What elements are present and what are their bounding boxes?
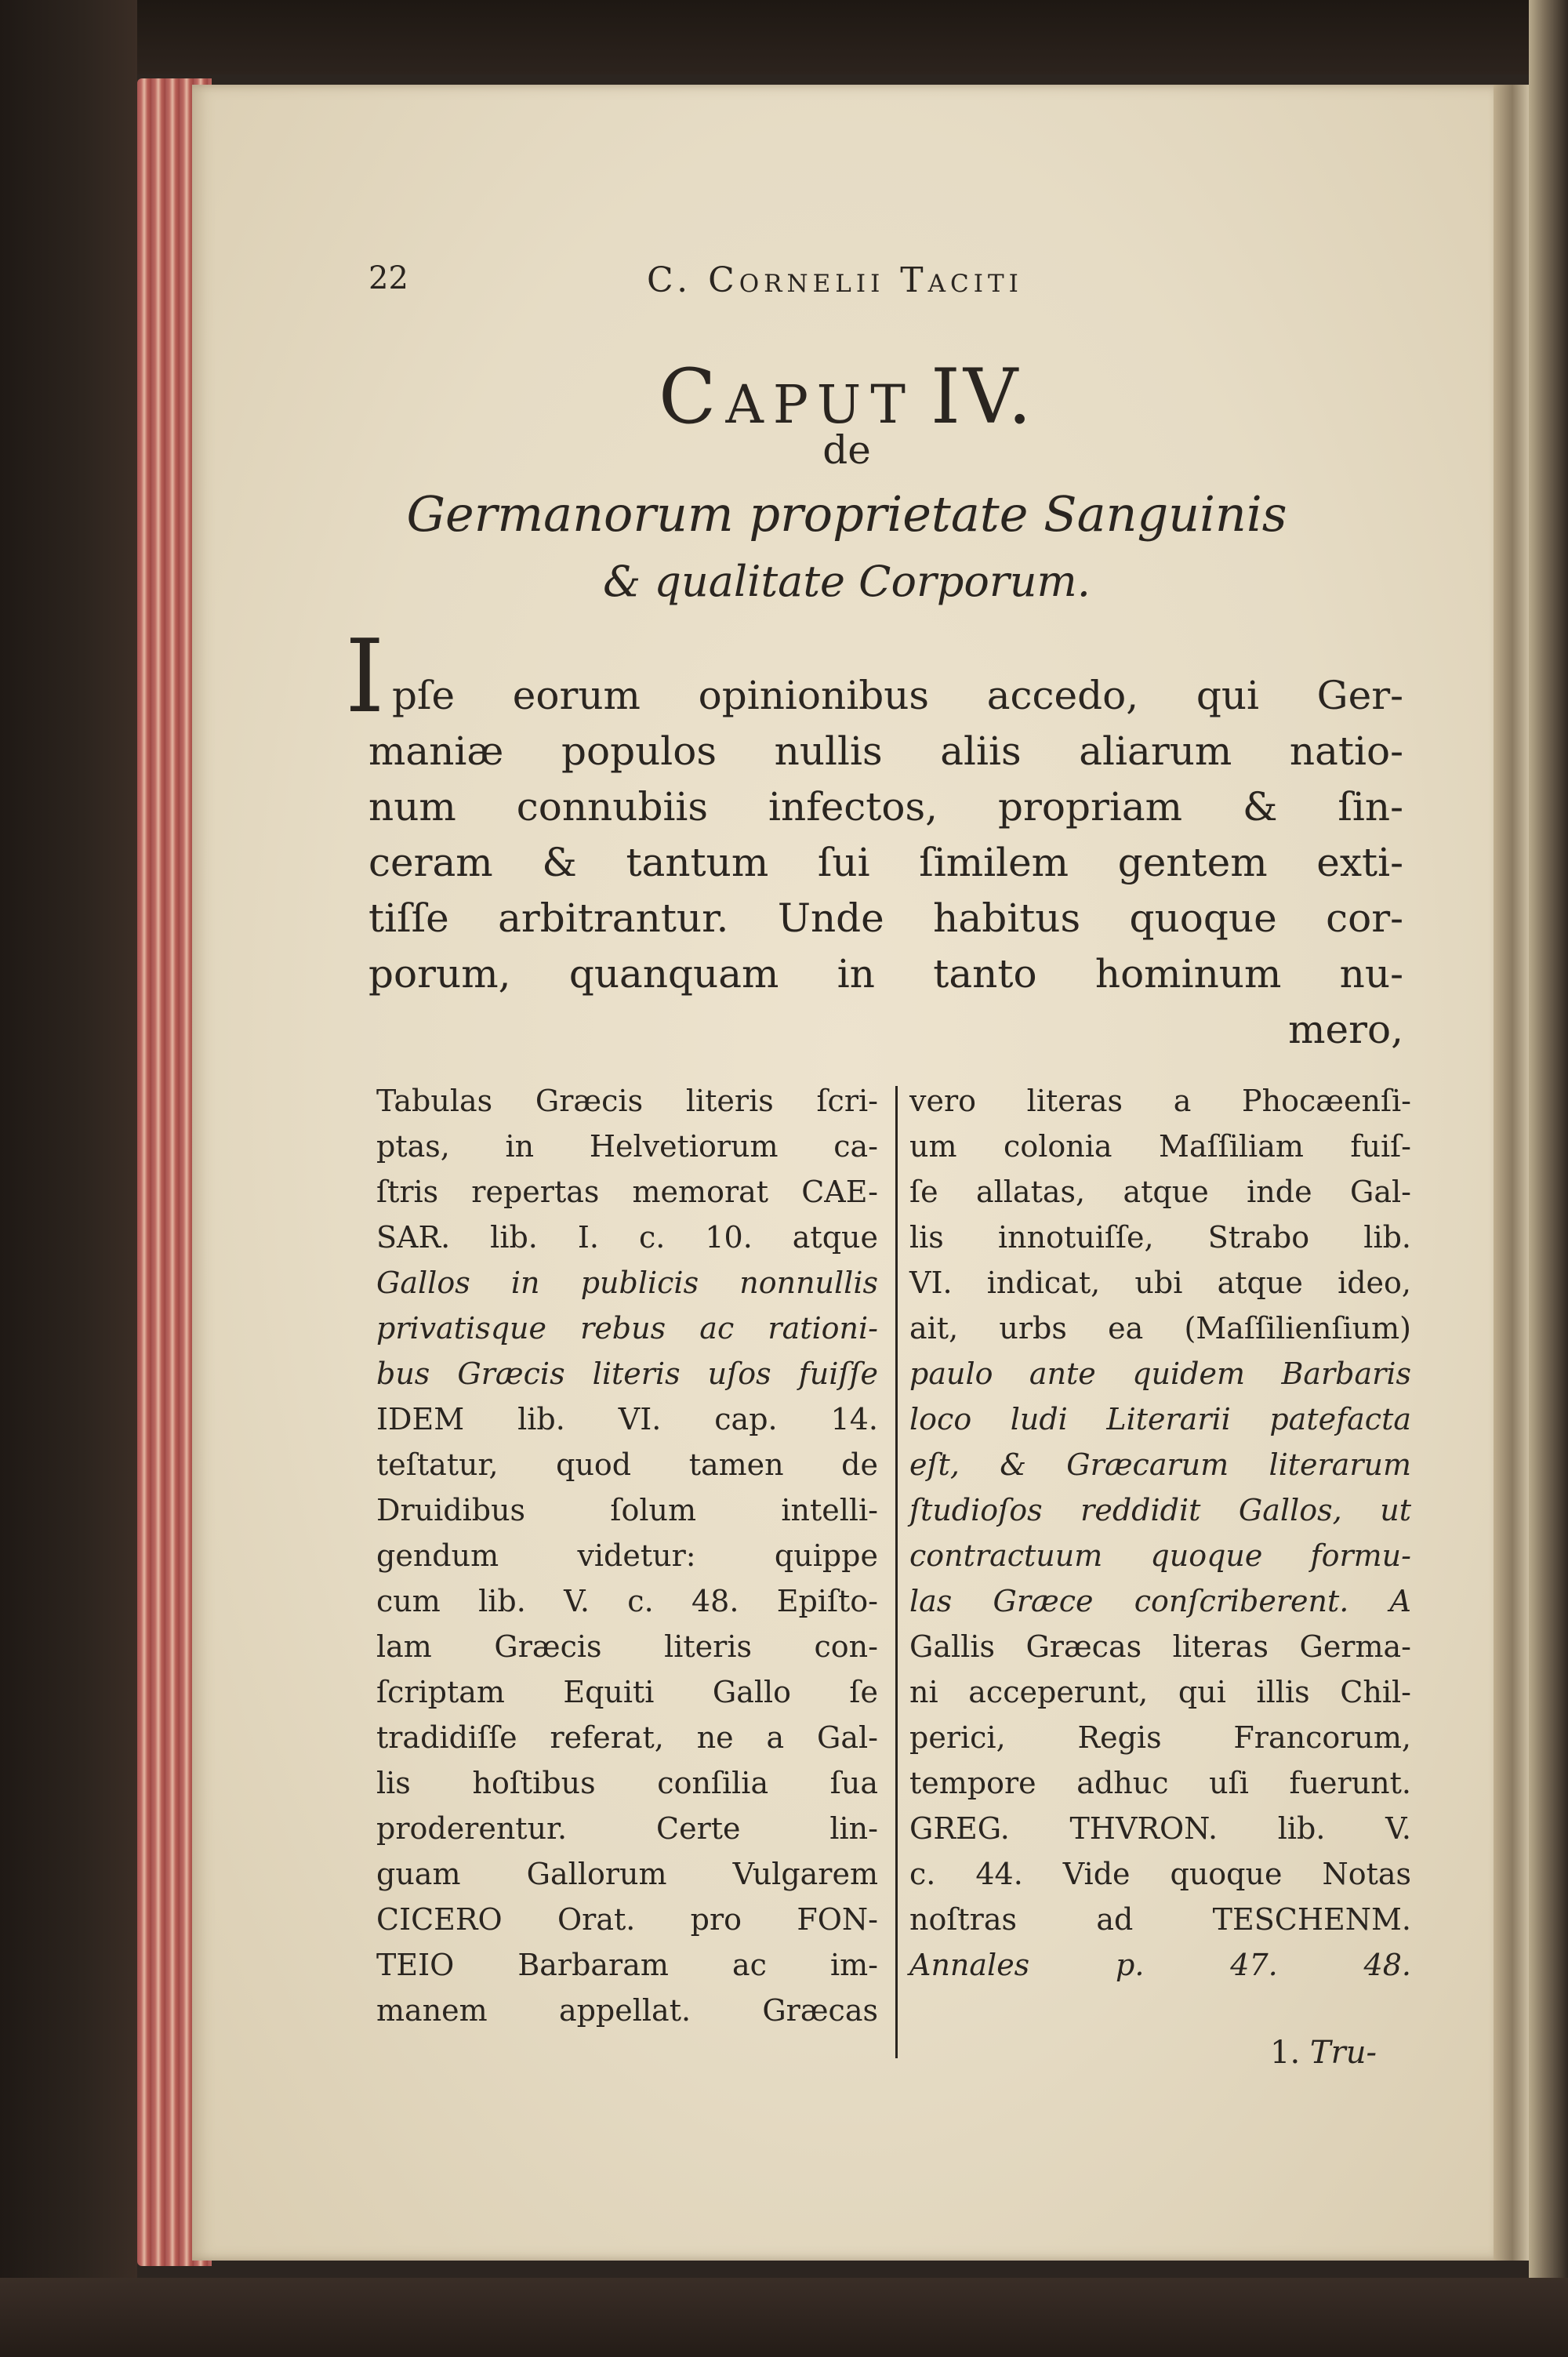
catchword-word: Tru- [1309,2035,1377,2071]
footnote-line: las Græce conſcriberent. A [909,1584,1411,1618]
footnote-line: Druidibus ſolum intelli- [376,1493,878,1527]
footnote-line: noſtras ad TESCHENM. [909,1902,1411,1937]
footnote-line: proderentur. Certe lin- [376,1811,878,1846]
book-cover-top [0,0,1568,74]
catchword-number: 1. [1270,2035,1301,2071]
footnote-line: lam Græcis literis con- [376,1629,878,1664]
drop-cap: I [345,619,385,735]
footnote-line: gendum videtur: quippe [376,1538,878,1573]
footnote-line: paulo ante quidem Barbaris [909,1356,1411,1391]
footnote-line: Gallos in publicis nonnullis [376,1266,878,1300]
footnote-line: privatisque rebus ac rationi- [376,1311,878,1346]
main-text-line: porum, quanquam in tanto hominum nu- [368,951,1403,997]
footnote-line: TEIO Barbaram ac im- [376,1948,878,1982]
footnote-line: SAR. lib. I. c. 10. atque [376,1220,878,1255]
footnote-line: ſtris repertas memorat CAE- [376,1175,878,1209]
book-cover-bottom [0,2278,1568,2357]
column-divider [895,1086,898,2058]
book-cover-left [0,0,137,2357]
chapter-subtitle-line1: Germanorum proprietate Sanguinis [406,485,1287,543]
footnote-line: ait, urbs ea (Maſſilienſium) [909,1311,1411,1346]
facing-page-edge [1529,0,1568,2357]
footnote-line: cum lib. V. c. 48. Epiſto- [376,1584,878,1618]
footnote-line: Annales p. 47. 48. [909,1948,1411,1982]
footnote-line: VI. indicat, ubi atque ideo, [909,1266,1411,1300]
footnote-line: contractuum quoque formu- [909,1538,1411,1573]
main-text-line: mero, [1288,1007,1403,1052]
footnote-line: vero literas a Phocæenſi- [909,1084,1411,1118]
footnote-line: Tabulas Græcis literis ſcri- [376,1084,878,1118]
chapter-de: de [822,427,871,473]
footnotes [376,1084,1411,2058]
footnote-line: Gallis Græcas literas Germa- [909,1629,1411,1664]
chapter-subtitle-line2: & qualitate Corporum. [603,557,1091,606]
footnote-line: perici, Regis Francorum, [909,1720,1411,1755]
running-title: C. Cornelii Taciti [647,260,1023,300]
chapter-caput: Caput [659,353,915,441]
main-text-line: num connubiis infectos, propriam & ſin- [368,784,1403,830]
main-text-line: ceram & tantum ſui ſimilem gentem exti- [368,840,1403,885]
footnote-line: eſt, & Græcarum literarum [909,1447,1411,1482]
footnote-line: ptas, in Helvetiorum ca- [376,1129,878,1164]
footnote-line: IDEM lib. VI. cap. 14. [376,1402,878,1436]
footnote-line: GREG. THVRON. lib. V. [909,1811,1411,1846]
footnote-line: um colonia Maſſiliam fuiſ- [909,1129,1411,1164]
footnote-line: ſtudioſos reddidit Gallos, ut [909,1493,1411,1527]
running-header [192,260,1501,307]
footnote-line: ni acceperunt, qui illis Chil- [909,1675,1411,1709]
footnote-line: CICERO Orat. pro FON- [376,1902,878,1937]
footnote-line: lis hoſtibus conſilia ſua [376,1766,878,1800]
footnote-line: tempore adhuc uſi fuerunt. [909,1766,1411,1800]
footnote-line: loco ludi Literarii patefacta [909,1402,1411,1436]
footnote-line: guam Gallorum Vulgarem [376,1857,878,1891]
main-text-line: tiſſe arbitrantur. Unde habitus quoque cor- [368,895,1403,941]
chapter-numeral: IV. [930,353,1035,441]
footnote-line: bus Græcis literis uſos fuiſſe [376,1356,878,1391]
footnote-line: lis innotuiſſe, Strabo lib. [909,1220,1411,1255]
catchword [1270,2035,1377,2071]
footnote-line: manem appellat. Græcas [376,1993,878,2028]
main-text-line: maniæ populos nullis aliis aliarum natio- [368,728,1403,774]
footnote-line: ſe allatas, atque inde Gal- [909,1175,1411,1209]
footnote-line: ſcriptam Equiti Gallo ſe [376,1675,878,1709]
footnote-line: tradidiſſe referat, ne a Gal- [376,1720,878,1755]
main-text-line: pſe eorum opinionibus accedo, qui Ger- [392,673,1403,718]
page-number: 22 [368,260,408,296]
footnote-line: c. 44. Vide quoque Notas [909,1857,1411,1891]
footnote-line: teſtatur, quod tamen de [376,1447,878,1482]
